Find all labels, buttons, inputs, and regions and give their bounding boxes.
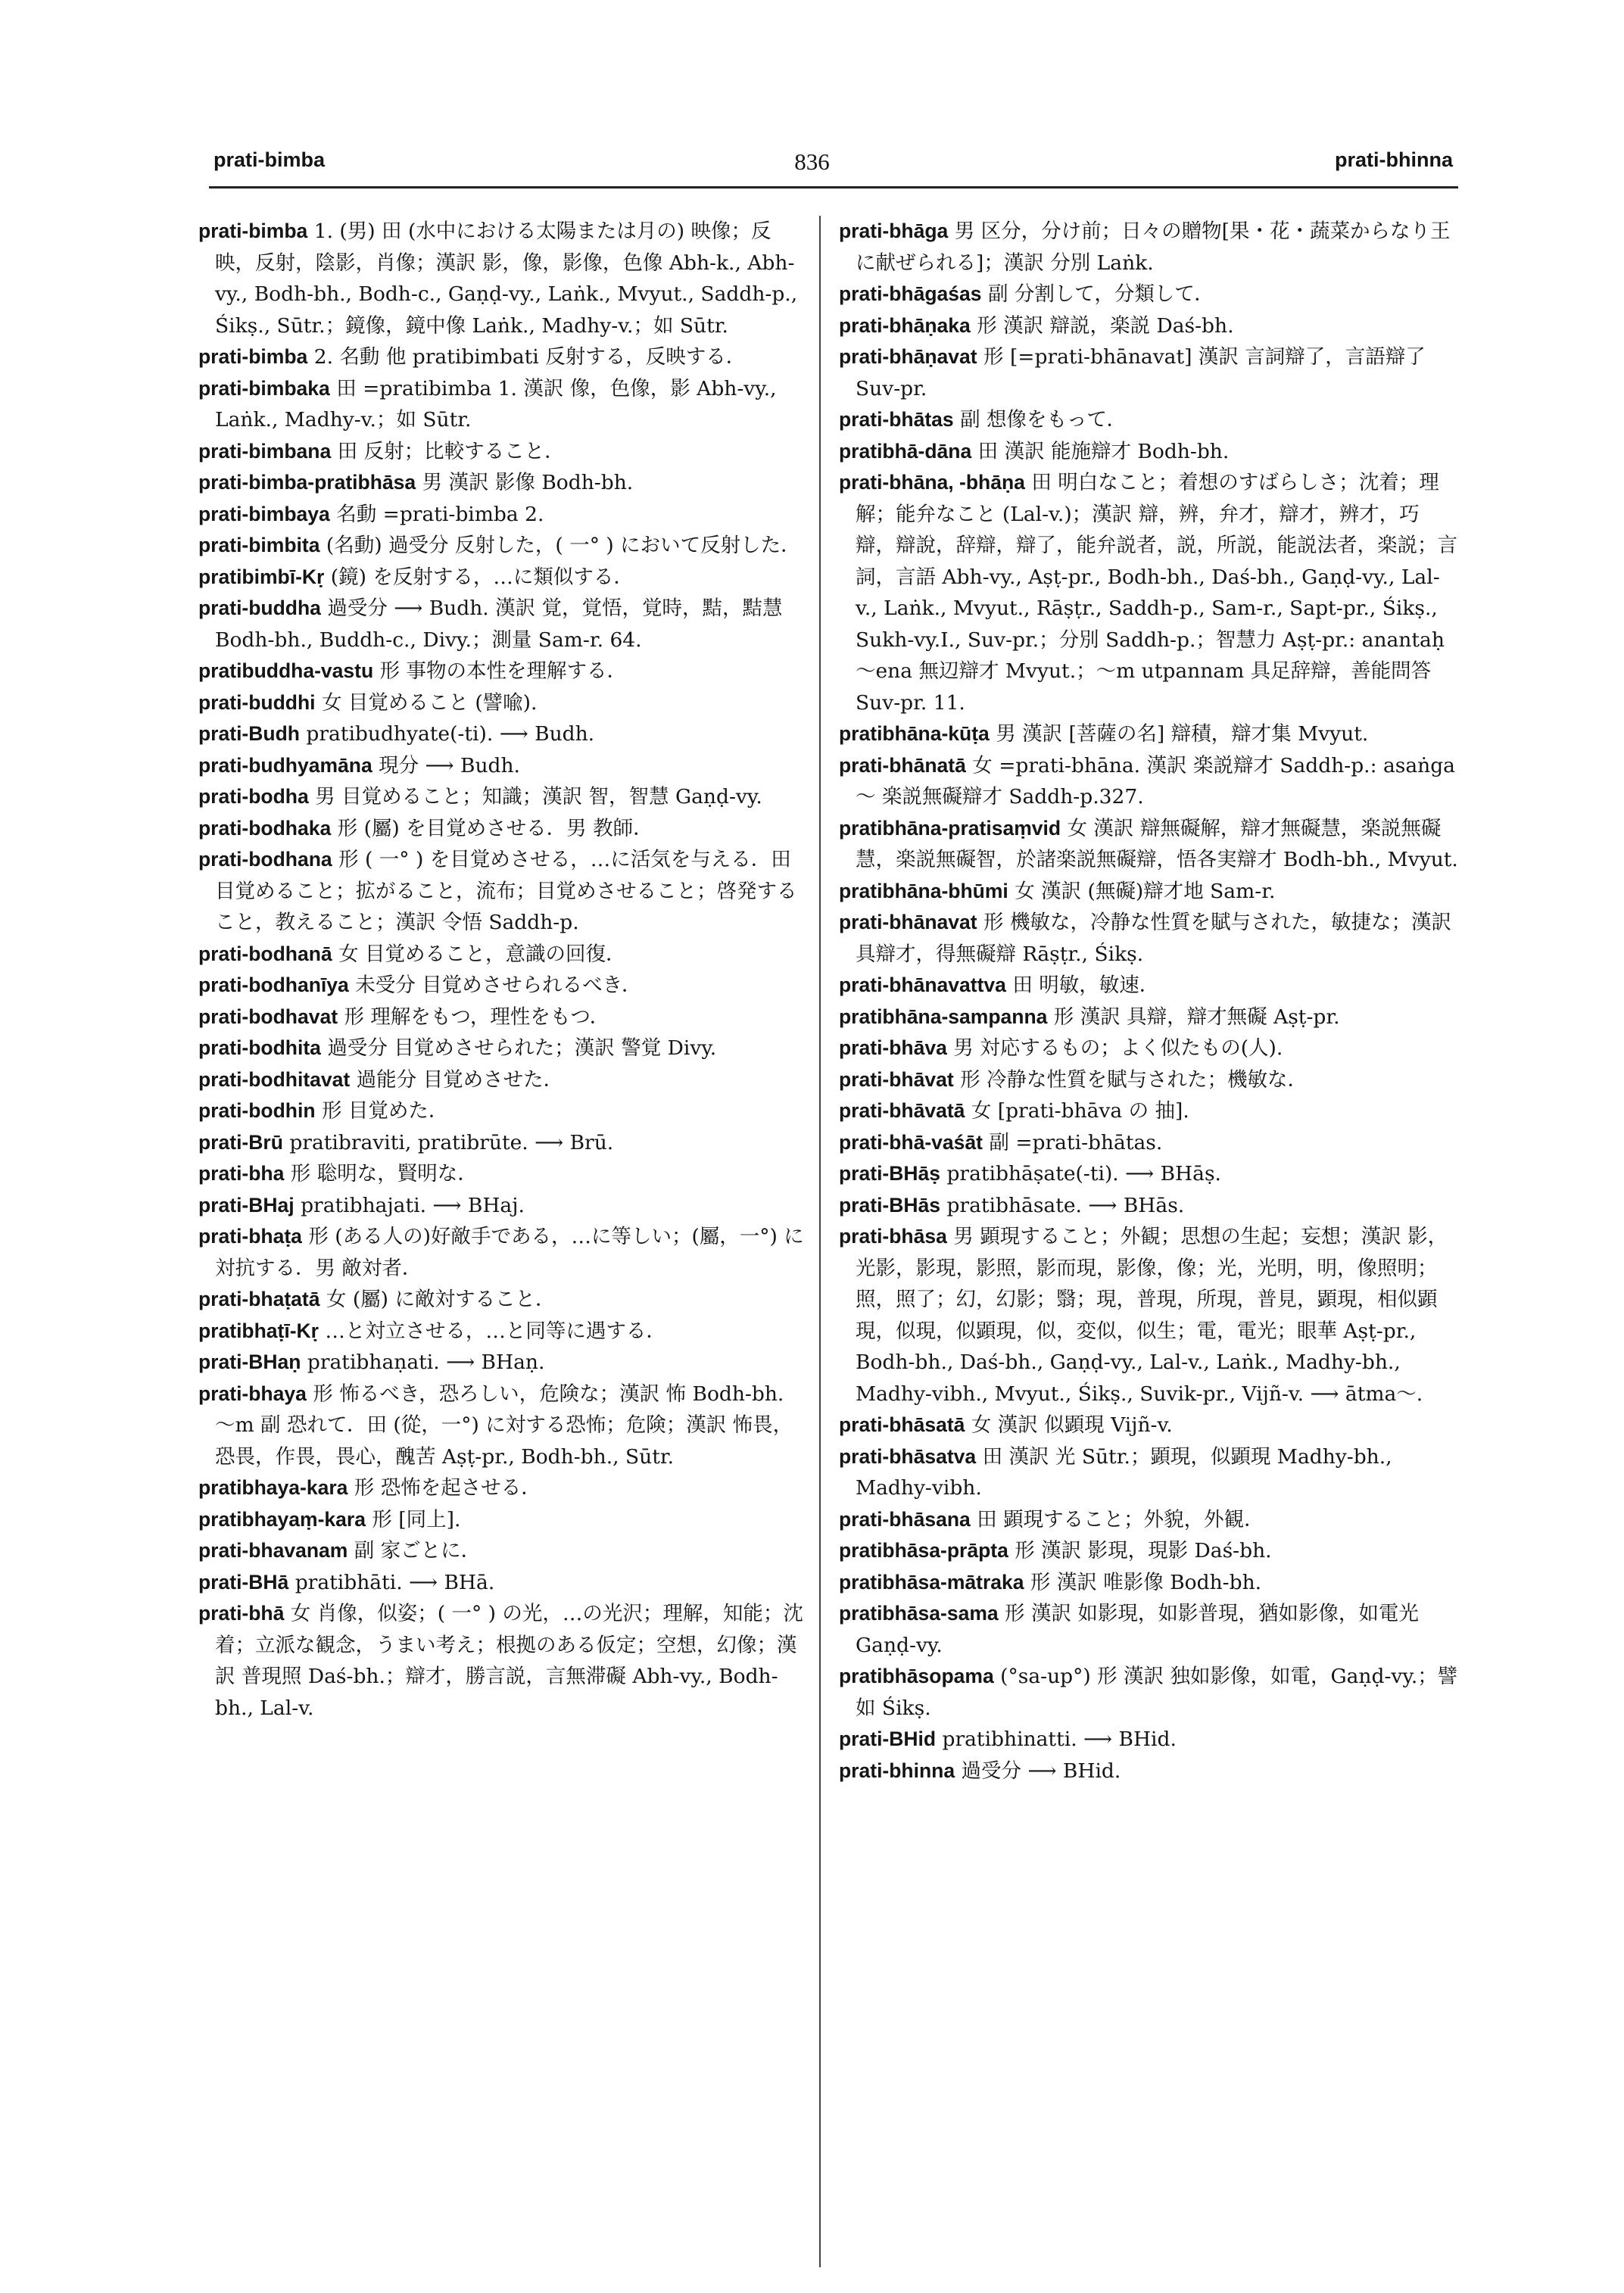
dictionary-entry — [198, 1535, 804, 1567]
dictionary-entry — [198, 687, 804, 719]
page-number: 836 — [794, 148, 830, 175]
entry-definition: pratibraviti, pratibrūte. ⟶ Brū. — [282, 1130, 614, 1154]
running-head-right: prati-bhinna — [1335, 148, 1453, 171]
entry-headword: prati-bodhanīya — [198, 974, 349, 996]
entry-headword: prati-budhyamāna — [198, 753, 372, 777]
entry-headword: prati-bhāṇavat — [839, 345, 977, 368]
entry-headword: pratibhāna-sampanna — [839, 1005, 1048, 1028]
entry-headword: prati-bhāṇaka — [839, 313, 971, 337]
dictionary-entry — [839, 718, 1458, 750]
entry-definition: 過受分 ⟶ BHid. — [955, 1759, 1121, 1783]
dictionary-entry — [839, 813, 1458, 876]
entry-definition: 形 ( 一° ) を目覚めさせる，…に活気を与える．田 目覚めること；拡がること，流布；目覚めさせること；啓発すること，教えること；漢訳 令悟 Saddh-p. — [215, 848, 797, 934]
dictionary-entry — [839, 467, 1458, 718]
dictionary-entry — [198, 1472, 804, 1504]
entry-definition: 男 対応するもの；よく似たもの(人). — [946, 1036, 1283, 1060]
entry-definition: 形 [同上]. — [365, 1507, 461, 1531]
entry-definition: pratibhinatti. ⟶ BHid. — [936, 1728, 1177, 1751]
entry-definition: 女 (屬) に敵対すること． — [320, 1288, 556, 1311]
entry-definition: (°sa-up°) 形 漢訳 独如影像，如電，Gaṇḍ-vy.；譬如 Śikṣ. — [856, 1665, 1458, 1720]
entry-headword: prati-bhaṭa — [198, 1225, 302, 1248]
dictionary-entry — [198, 1221, 804, 1284]
dictionary-entry — [839, 1567, 1458, 1599]
entry-headword: pratibhāna-bhūmi — [839, 879, 1008, 902]
dictionary-entry — [839, 876, 1458, 908]
dictionary-entry — [839, 1410, 1458, 1441]
entry-definition: 女 目覚めること (譬喩). — [315, 690, 538, 715]
dictionary-entry — [198, 1190, 804, 1222]
left-column — [198, 216, 804, 1724]
dictionary-entry — [839, 970, 1458, 1002]
entry-definition: pratibhāṣate(-ti). ⟶ BHāṣ. — [940, 1162, 1221, 1185]
entry-definition: 田 漢訳 能施辯才 Bodh-bh. — [971, 439, 1230, 463]
entry-definition: 田 顕現すること；外貌，外観． — [970, 1507, 1264, 1531]
dictionary-entry — [839, 1661, 1458, 1724]
entry-headword: prati-bhāga — [839, 220, 949, 242]
entry-definition: 男 顕現すること；外観；思想の生起；妄想；漢訳 影，光影，影現，影照，影而現，影像，像；光，光明，明，像照明；照，照了；幻，幻影；翳；現，普現，所現，普見，顕現，相似顕現，似現，似顕現，似，変似，似生；電，電光；眼華 Aṣṭ-pr., Bodh-bh., Daś-bh., Gaṇḍ-vy., Lal-v., Laṅk., Madhy-bh., Madhy-vibh., Mvyut., Śikṣ., Suvik-pr., Vijñ-v. ⟶ ātma～. — [856, 1225, 1448, 1406]
entry-headword: prati-bhānavat — [839, 911, 977, 933]
entry-headword: prati-bhāsatva — [839, 1444, 977, 1468]
entry-definition: 形 機敏な，冷静な性質を賦与された，敏捷な；漢訳 具辯才，得無礙辯 Rāṣṭr., Śikṣ. — [856, 911, 1451, 966]
entry-definition: 形 [=prati-bhānavat] 漢訳 言詞辯了，言語辯了 Suv-pr. — [856, 345, 1426, 400]
entry-headword: prati-bhāvat — [839, 1067, 954, 1091]
entry-headword: pratibhāsa-mātraka — [839, 1570, 1024, 1594]
entry-definition: 田 =pratibimba 1. 漢訳 像，色像，影 Abh-vy., Laṅk., Madhy-v.；如 Sūtr. — [215, 376, 777, 431]
entry-definition: 女 漢訳 (無礙)辯才地 Sam-r. — [1008, 879, 1276, 903]
entry-definition: 形 恐怖を起させる． — [348, 1476, 541, 1500]
entry-definition: 男 区分，分け前；日々の贈物[果・花・蔬菜からなり王に献ぜられる]；漢訳 分別 Laṅk. — [856, 220, 1451, 275]
dictionary-entry — [839, 216, 1458, 279]
dictionary-entry — [198, 373, 804, 436]
dictionary-entry — [839, 1724, 1458, 1756]
entry-definition: 田 反射；比較すること． — [331, 439, 565, 463]
dictionary-entry — [198, 1379, 804, 1473]
entry-headword: prati-Budh — [198, 722, 300, 745]
dictionary-entry — [839, 341, 1458, 404]
entry-headword: prati-bodhitavat — [198, 1067, 351, 1091]
running-head-left: prati-bimba — [214, 148, 326, 171]
dictionary-entry — [839, 1002, 1458, 1033]
entry-headword: prati-bhāsatā — [839, 1413, 965, 1436]
entry-headword: pratibimbī-Kṛ — [198, 565, 325, 588]
dictionary-entry — [839, 750, 1458, 813]
entry-definition: 男 漢訳 [菩薩の名] 辯積，辯才集 Mvyut. — [989, 722, 1369, 746]
entry-headword: prati-BHaṇ — [198, 1351, 301, 1373]
dictionary-entry — [198, 436, 804, 468]
dictionary-entry — [198, 1158, 804, 1190]
entry-definition: 副 =prati-bhātas. — [982, 1130, 1163, 1154]
entry-definition: pratibhāsate. ⟶ BHās. — [940, 1193, 1185, 1217]
dictionary-entry — [839, 436, 1458, 468]
dictionary-entry — [198, 1347, 804, 1379]
entry-definition: pratibudhyate(-ti). ⟶ Budh. — [299, 722, 595, 746]
dictionary-entry — [198, 718, 804, 750]
entry-definition: 女 漢訳 辯無礙解，辯才無礙慧，楽説無礙慧，楽説無礙智，於諸楽説無礙辯，悟各実辯才 Bodh-bh., Mvyut. — [856, 816, 1458, 871]
entry-definition: 過能分 目覚めさせた． — [350, 1067, 564, 1092]
entry-headword: prati-BHaj — [198, 1193, 295, 1217]
entry-headword: prati-bimba — [198, 345, 308, 368]
dictionary-entry — [839, 404, 1458, 436]
column-divider — [819, 216, 821, 2267]
dictionary-entry — [839, 1504, 1458, 1536]
entry-definition: 形 漢訳 影現，現影 Daś-bh. — [1008, 1539, 1272, 1562]
dictionary-entry — [839, 907, 1458, 970]
entry-headword: pratibhāsa-sama — [839, 1602, 999, 1625]
entry-headword: prati-BHid — [839, 1728, 937, 1750]
entry-headword: prati-bhāgaśas — [839, 282, 982, 305]
right-column — [839, 216, 1458, 1787]
dictionary-entry — [198, 970, 804, 1002]
entry-definition: pratibhajati. ⟶ BHaj. — [294, 1193, 525, 1217]
dictionary-entry — [839, 1756, 1458, 1787]
entry-definition: 男 漢訳 影像 Bodh-bh. — [416, 471, 634, 494]
entry-definition: 田 明敏，敏速． — [1005, 974, 1160, 997]
dictionary-entry — [839, 1598, 1458, 1661]
entry-headword: pratibhāsa-prāpta — [839, 1539, 1008, 1562]
dictionary-entry — [839, 1190, 1458, 1222]
entry-headword: prati-bimbita — [198, 534, 320, 556]
dictionary-entry — [198, 1033, 804, 1064]
entry-definition: 形 漢訳 唯影像 Bodh-bh. — [1024, 1570, 1262, 1594]
dictionary-entry — [198, 467, 804, 499]
entry-headword: pratibhaṭī-Kṛ — [198, 1319, 319, 1342]
entry-definition: pratibhaṇati. ⟶ BHaṇ. — [301, 1351, 545, 1374]
dictionary-entry — [198, 750, 804, 782]
entry-definition: 2. 名動 他 pratibimbati 反射する，反映する． — [307, 345, 747, 369]
dictionary-entry — [839, 1535, 1458, 1567]
entry-headword: prati-bodhanā — [198, 942, 332, 965]
entry-definition: 形 怖るべき，恐ろしい，危険な；漢訳 怖 Bodh-bh. ～m 副 恐れて．田 (從，一°) に対する恐怖；危険；漢訳 怖畏，恐畏，作畏，畏心，醜苦 Aṣṭ-pr., Bodh-bh., Sūtr. — [215, 1382, 793, 1469]
dictionary-entry — [839, 1095, 1458, 1127]
entry-headword: prati-bhaṭatā — [198, 1288, 320, 1310]
dictionary-entry — [198, 216, 804, 341]
entry-headword: prati-bhāsana — [839, 1507, 971, 1531]
dictionary-entry — [198, 1284, 804, 1316]
entry-definition: 女 =prati-bhāna. 漢訳 楽説辯才 Saddh-p.: asaṅga ～ 楽説無礙辯才 Saddh-p.327. — [856, 753, 1455, 808]
entry-headword: prati-bhāsa — [839, 1225, 947, 1248]
entry-definition: 現分 ⟶ Budh. — [372, 753, 520, 777]
entry-definition: 1. (男) 田 (水中における太陽または月の) 映像；反映，反射，陰影，肖像；漢訳 影，像，影像，色像 Abh-k., Abh-vy., Bodh-bh., Bodh-c., Gaṇḍ-vy., Laṅk., Mvyut., Saddh-p., Śikṣ., Sūtr.；鏡像，鏡中像 Laṅk., Madhy-v.；如 Sūtr. — [215, 220, 798, 338]
entry-headword: prati-bimbaya — [198, 502, 330, 525]
entry-definition: 男 目覚めること；知識；漢訳 智，智慧 Gaṇḍ-vy. — [308, 785, 762, 808]
entry-definition: 未受分 目覚めさせられるべき． — [348, 974, 642, 997]
entry-definition: 形 漢訳 如影現，如影普現，猶如影像，如電光 Gaṇḍ-vy. — [856, 1602, 1419, 1657]
entry-headword: prati-buddha — [198, 597, 321, 619]
entry-headword: prati-bhānatā — [839, 753, 966, 777]
entry-definition: 女 漢訳 似顕現 Vijñ-v. — [965, 1413, 1173, 1437]
entry-headword: pratibhā-dāna — [839, 439, 972, 463]
entry-definition: 女 肖像，似姿；( 一° ) の光，…の光沢；理解，知能；沈着；立派な観念，うまい考え；根拠のある仮定；空想，幻像；漢訳 普現照 Daś-bh.；辯才，勝言説，言無滞礙 Abh-vy., Bodh-bh., Lal-v. — [215, 1602, 803, 1720]
dictionary-entry — [198, 593, 804, 656]
entry-headword: prati-bimba — [198, 220, 308, 242]
entry-definition: pratibhāti. ⟶ BHā. — [288, 1570, 495, 1594]
dictionary-entry — [198, 844, 804, 939]
dictionary-entry — [839, 1441, 1458, 1504]
dictionary-entry — [198, 341, 804, 373]
entry-headword: prati-bodhana — [198, 848, 332, 871]
dictionary-entry — [198, 781, 804, 813]
entry-headword: prati-BHās — [839, 1193, 941, 1217]
dictionary-entry — [198, 1064, 804, 1096]
dictionary-entry — [839, 1221, 1458, 1410]
dictionary-entry — [198, 499, 804, 531]
entry-definition: 女 [prati-bhāva の 抽]. — [965, 1099, 1189, 1123]
entry-headword: prati-bhā-vaśāt — [839, 1130, 983, 1154]
entry-definition: 形 理解をもつ，理性をもつ． — [338, 1005, 610, 1029]
entry-headword: prati-bhāvatā — [839, 1099, 965, 1122]
dictionary-entry — [198, 530, 804, 562]
entry-headword: prati-Brū — [198, 1130, 283, 1154]
dictionary-entry — [839, 1127, 1458, 1159]
entry-headword: prati-bimbana — [198, 439, 332, 463]
entry-definition: 女 目覚めること，意識の回復． — [332, 942, 626, 966]
entry-headword: prati-bhāva — [839, 1036, 947, 1059]
dictionary-entry — [839, 1064, 1458, 1096]
entry-headword: pratibhāna-kūṭa — [839, 722, 990, 745]
dictionary-entry — [198, 1316, 804, 1347]
entry-definition: 形 漢訳 具辯，辯才無礙 Aṣṭ-pr. — [1047, 1005, 1340, 1029]
entry-headword: prati-bhāna, -bhāṇa — [839, 471, 1025, 494]
entry-headword: prati-BHā — [198, 1570, 289, 1594]
entry-headword: prati-bodhavat — [198, 1005, 338, 1028]
entry-definition: 形 事物の本性を理解する． — [373, 659, 628, 683]
entry-definition: 名動 =prati-bimba 2. — [329, 502, 544, 526]
entry-headword: prati-bhātas — [839, 408, 954, 431]
dictionary-entry — [198, 939, 804, 970]
entry-headword: prati-bha — [198, 1162, 285, 1185]
entry-definition: 形 冷静な性質を賦与された；機敏な． — [953, 1067, 1308, 1092]
entry-definition: 形 聡明な，賢明な． — [284, 1162, 478, 1185]
entry-headword: prati-BHāṣ — [839, 1162, 941, 1185]
dictionary-entry — [839, 279, 1458, 310]
dictionary-entry — [198, 1567, 804, 1599]
dictionary-entry — [198, 1095, 804, 1127]
header-rule — [209, 186, 1458, 188]
entry-definition: 形 漢訳 辯説，楽説 Daś-bh. — [970, 313, 1234, 338]
entry-definition: (鏡) を反射する，…に類似する． — [324, 565, 634, 589]
entry-headword: prati-bhā — [198, 1602, 285, 1625]
entry-definition: 田 明白なこと；着想のすばらしさ；沈着；理解；能弁なこと (Lal-v.)；漢訳 辯，辨，弁才，辯才，辨才，巧辯，辯說，辞辯，辯了，能弁説者，説，所説，能説法者，楽説；言詞，言語 Abh-vy., Aṣṭ-pr., Bodh-bh., Daś-bh., Gaṇḍ-vy., Lal-v., Laṅk., Mvyut., Rāṣṭr., Saddh-p., Sam-r., Sapt-pr., Śikṣ., Sukh-vy.I., Suv-pr.；分別 Saddh-p.；智慧力 Aṣṭ-pr.: anantaḥ ～ena 無辺辯才 Mvyut.；～m utpannam 具足辞辯，善能問答 Suv-pr. 11. — [856, 471, 1457, 715]
entry-headword: pratibhāna-pratisaṃvid — [839, 816, 1061, 840]
entry-headword: prati-bodha — [198, 785, 309, 808]
entry-definition: 形 (ある人の)好敵手である，…に等しい；(屬，一°) に対抗する．男 敵対者． — [215, 1225, 804, 1280]
entry-definition: (名動) 過受分 反射した，( 一° ) において反射した． — [320, 534, 801, 557]
entry-definition: 田 漢訳 光 Sūtr.；顕現，似顕現 Madhy-bh., Madhy-vibh. — [856, 1444, 1392, 1500]
entry-headword: prati-bimba-pratibhāsa — [198, 471, 416, 494]
entry-headword: pratibhāsopama — [839, 1665, 994, 1687]
entry-definition: 形 (屬) を目覚めさせる．男 教師． — [331, 816, 653, 840]
dictionary-entry — [198, 562, 804, 594]
dictionary-entry — [839, 310, 1458, 342]
entry-definition: 副 家ごとに． — [348, 1539, 482, 1562]
entry-definition: 過受分 ⟶ Budh. 漢訳 覚，覚悟，覚時，黠，黠慧 Bodh-bh., Buddh-c., Divy.；測量 Sam-r. 64. — [215, 597, 783, 652]
entry-headword: prati-bimbaka — [198, 376, 330, 400]
dictionary-entry — [198, 813, 804, 845]
entry-headword: prati-bodhaka — [198, 816, 332, 840]
entry-headword: prati-bodhin — [198, 1099, 316, 1122]
entry-headword: prati-bodhita — [198, 1036, 321, 1059]
entry-definition: 副 分割して，分類して． — [981, 282, 1214, 306]
dictionary-entry — [198, 1002, 804, 1033]
entry-headword: pratibhayaṃ-kara — [198, 1507, 366, 1531]
entry-headword: prati-bhānavattva — [839, 974, 1006, 996]
entry-headword: pratibuddha-vastu — [198, 659, 374, 682]
dictionary-entry — [198, 1127, 804, 1159]
dictionary-entry — [198, 1598, 804, 1724]
entry-definition: 形 目覚めた． — [315, 1099, 449, 1123]
entry-headword: prati-bhaya — [198, 1382, 307, 1405]
dictionary-entry — [198, 1504, 804, 1536]
entry-definition: 過受分 目覚めさせられた；漢訳 警覚 Divy. — [320, 1036, 717, 1060]
dictionary-entry — [198, 656, 804, 687]
entry-definition: …と対立させる，…と同等に遇する． — [319, 1319, 666, 1343]
dictionary-entry — [839, 1158, 1458, 1190]
entry-headword: prati-bhinna — [839, 1759, 955, 1782]
entry-headword: pratibhaya-kara — [198, 1476, 348, 1499]
dictionary-entry — [839, 1033, 1458, 1064]
entry-headword: prati-buddhi — [198, 690, 316, 714]
entry-definition: 副 想像をもって． — [953, 408, 1127, 431]
entry-headword: prati-bhavanam — [198, 1539, 348, 1562]
